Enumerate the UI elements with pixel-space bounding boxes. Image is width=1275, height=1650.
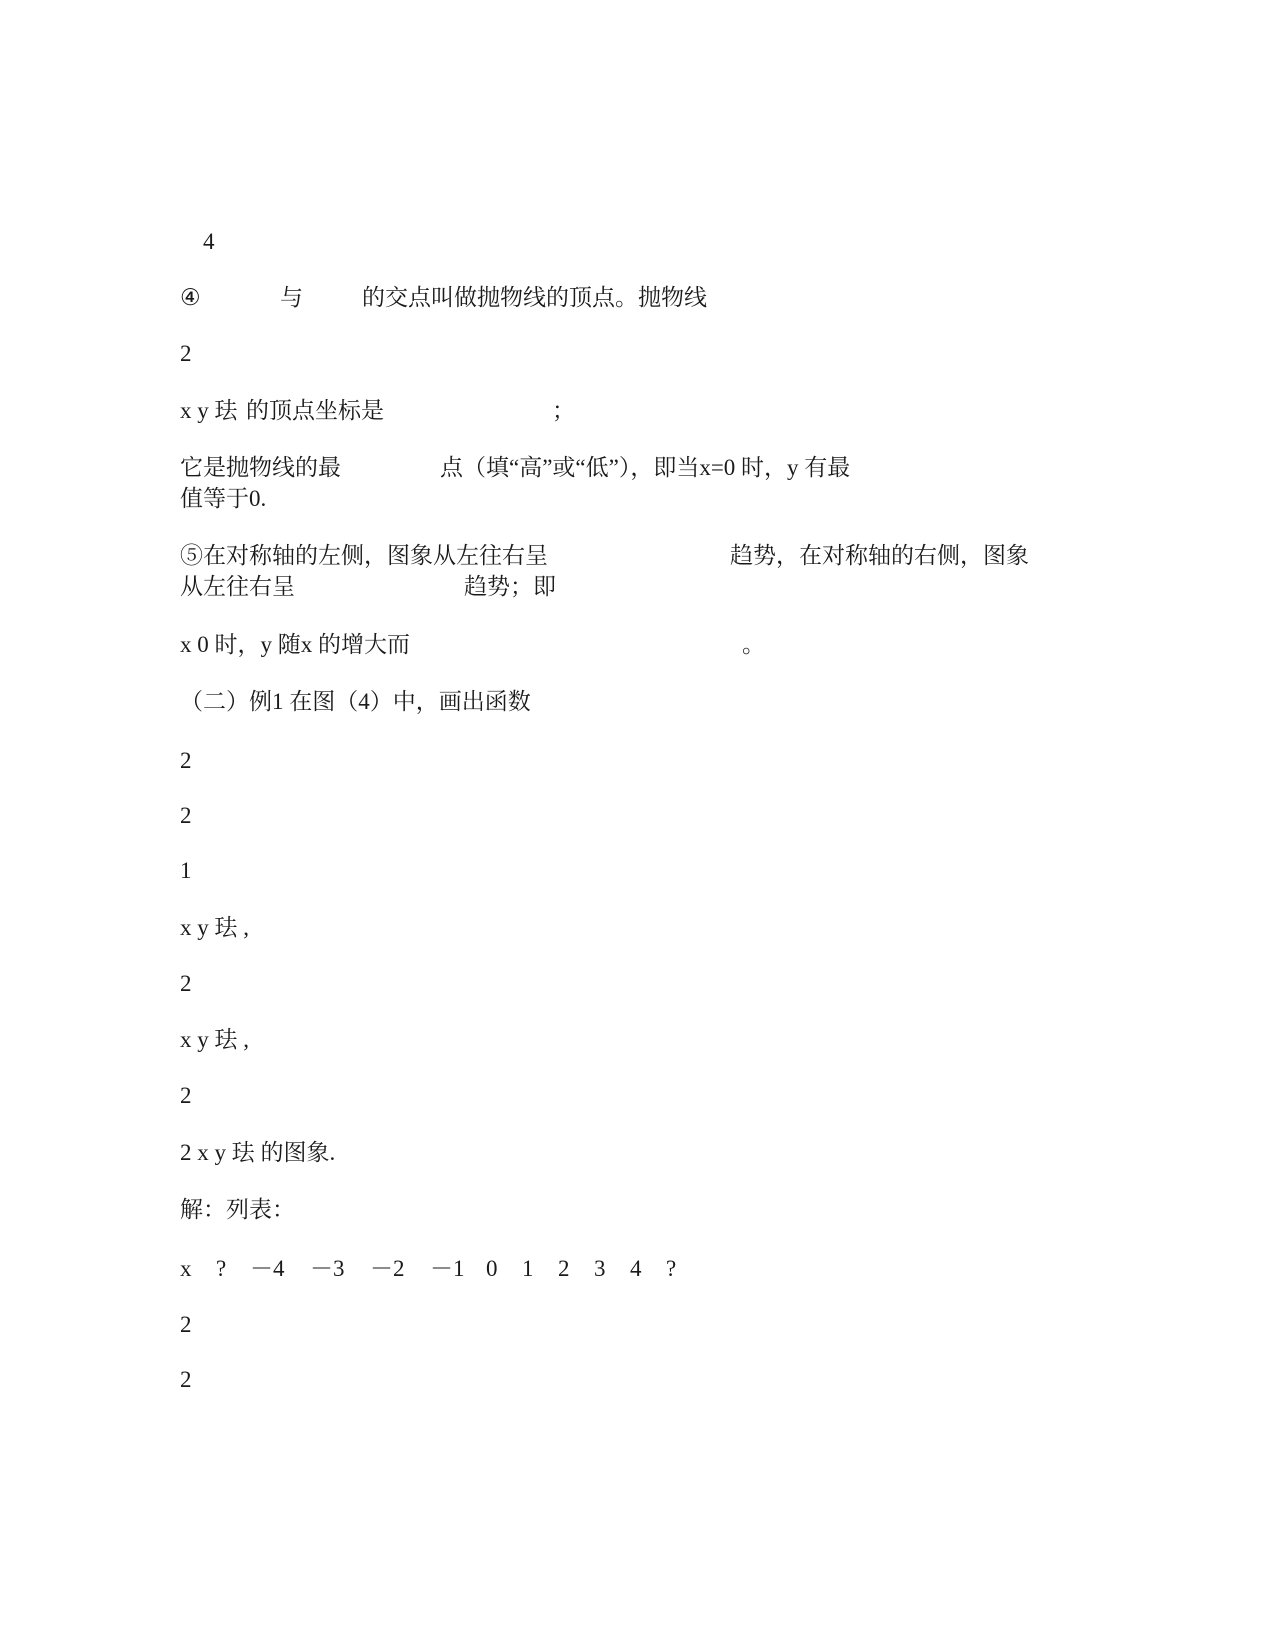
table-cell: －3 xyxy=(310,1256,345,1281)
q5-text-a: ⑤在对称轴的左侧，图象从左往右呈 xyxy=(180,543,548,568)
superscript-4: 4 xyxy=(203,229,215,254)
table-cell: x xyxy=(180,1256,192,1281)
example-1-heading: （二）例1 在图（4）中，画出函数 xyxy=(180,689,531,714)
table-cell: －1 xyxy=(430,1256,465,1281)
table-cell: 1 xyxy=(522,1256,534,1281)
function-1: x y 珐 , xyxy=(180,915,249,940)
table-cell: ? xyxy=(216,1256,227,1281)
q5-text-c: 从左往右呈 xyxy=(180,574,295,599)
exponent-2: 2 xyxy=(180,971,192,996)
function-2: x y 珐 , xyxy=(180,1027,249,1052)
vertex-semicolon: ； xyxy=(552,398,575,423)
exponent-2: 2 xyxy=(180,748,192,773)
vertex-text: 的顶点坐标是 xyxy=(246,398,384,423)
q5-text-b: 趋势，在对称轴的右侧，图象 xyxy=(730,543,1029,568)
q4-yu: 与 xyxy=(280,285,303,310)
fraction-numerator: 1 xyxy=(180,858,192,883)
increase-text: x 0 时，y 随x 的增大而 xyxy=(180,632,410,657)
q5-text-d: 趋势；即 xyxy=(464,574,556,599)
table-cell: 0 xyxy=(486,1256,498,1281)
exponent-2: 2 xyxy=(180,341,192,366)
table-cell: －2 xyxy=(370,1256,405,1281)
lowest-text-b: 点（填“高”或“低”），即当x=0 时，y 有最 xyxy=(440,455,851,480)
table-cell: －4 xyxy=(250,1256,285,1281)
lowest-text-a: 它是抛物线的最 xyxy=(180,455,341,480)
exponent-2: 2 xyxy=(180,1083,192,1108)
table-cell: 3 xyxy=(594,1256,606,1281)
exponent-2: 2 xyxy=(180,1367,192,1392)
exponent-2: 2 xyxy=(180,1312,192,1337)
solution-label: 解：列表： xyxy=(180,1197,295,1222)
exponent-2: 2 xyxy=(180,803,192,828)
increase-period: 。 xyxy=(742,632,765,657)
vertex-formula: x y 珐 xyxy=(180,398,238,423)
table-cell: 2 xyxy=(558,1256,570,1281)
circled-4: ④ xyxy=(180,285,201,310)
lowest-text-c: 值等于0. xyxy=(180,486,267,511)
function-3: 2 x y 珐 的图象. xyxy=(180,1140,336,1165)
table-cell: 4 xyxy=(630,1256,642,1281)
table-cell: ? xyxy=(666,1256,677,1281)
q4-text: 的交点叫做抛物线的顶点。抛物线 xyxy=(362,285,707,310)
